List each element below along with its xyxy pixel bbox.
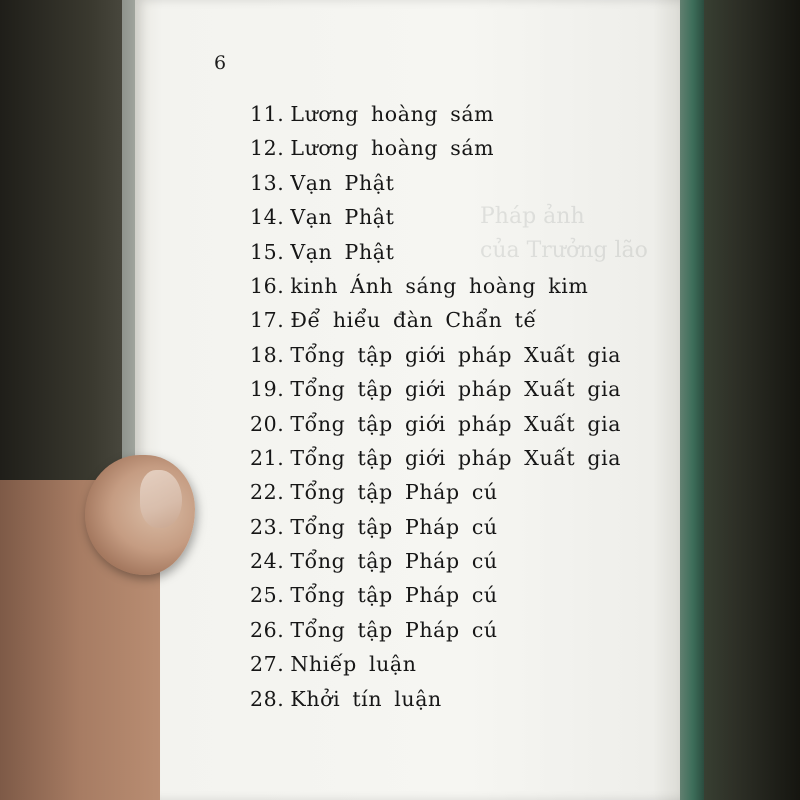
list-item-title: Tổng tập Pháp cú — [290, 514, 498, 539]
list-item-title: Vạn Phật — [290, 205, 395, 230]
list-item — [250, 475, 621, 509]
list-item — [250, 647, 621, 681]
list-item-number: 20. — [250, 411, 285, 436]
list-item — [250, 682, 621, 716]
list-item-number: 22. — [250, 480, 285, 505]
list-item — [250, 269, 621, 303]
background-right — [690, 0, 800, 800]
list-item-number: 28. — [250, 686, 285, 711]
list-item-title: Tổng tập giới pháp Xuất gia — [290, 411, 622, 436]
list-item-title: Để hiểu đàn Chẩn tế — [290, 308, 537, 333]
list-item-number: 11. — [250, 102, 285, 126]
page-number: 6 — [214, 52, 227, 74]
list-item — [250, 441, 621, 475]
list-item-number: 12. — [250, 136, 285, 161]
list-item-title: Tổng tập giới pháp Xuất gia — [290, 377, 622, 402]
list-item-number: 13. — [250, 170, 285, 195]
list-item-number: 18. — [250, 342, 285, 367]
list-item-number: 14. — [250, 205, 285, 230]
list-item-number: 26. — [250, 617, 285, 642]
list-item-number: 24. — [250, 549, 285, 574]
list-item-number: 16. — [250, 273, 285, 298]
list-item — [250, 578, 621, 612]
list-item-title: Tổng tập giới pháp Xuất gia — [290, 445, 622, 470]
list-item-title: Lương hoàng sám — [290, 136, 495, 161]
list-item-number: 21. — [250, 445, 285, 470]
list-item — [250, 200, 621, 234]
list-item-number: 19. — [250, 377, 285, 402]
list-item — [250, 372, 621, 406]
list-item-number: 17. — [250, 308, 285, 333]
list-item — [250, 510, 621, 544]
list-item-number: 27. — [250, 652, 285, 677]
list-item-title: Tổng tập Pháp cú — [290, 617, 498, 642]
list-item — [250, 338, 621, 372]
list-item — [250, 166, 621, 200]
list-item-title: Tổng tập Pháp cú — [290, 583, 498, 608]
list-item-number: 23. — [250, 514, 285, 539]
list-item — [250, 97, 621, 131]
list-item — [250, 544, 621, 578]
list-item-title: Vạn Phật — [290, 239, 395, 264]
list-item-number: 25. — [250, 583, 285, 608]
list-item — [250, 613, 621, 647]
list-item-title: Nhiếp luận — [290, 652, 417, 677]
thumbnail-nail — [140, 470, 182, 528]
table-of-contents — [250, 97, 621, 716]
list-item-title: Lương hoàng sám — [290, 102, 495, 126]
book-cover-edge — [676, 0, 704, 800]
list-item-title: kinh Ánh sáng hoàng kim — [290, 273, 589, 298]
list-item — [250, 303, 621, 337]
list-item — [250, 407, 621, 441]
list-item-title: Khởi tín luận — [290, 686, 442, 711]
list-item — [250, 131, 621, 165]
list-item-title: Tổng tập giới pháp Xuất gia — [290, 342, 622, 367]
list-item-title: Tổng tập Pháp cú — [290, 549, 498, 574]
list-item-title: Vạn Phật — [290, 170, 395, 195]
list-item-title: Tổng tập Pháp cú — [290, 480, 498, 505]
list-item-number: 15. — [250, 239, 285, 264]
list-item — [250, 235, 621, 269]
